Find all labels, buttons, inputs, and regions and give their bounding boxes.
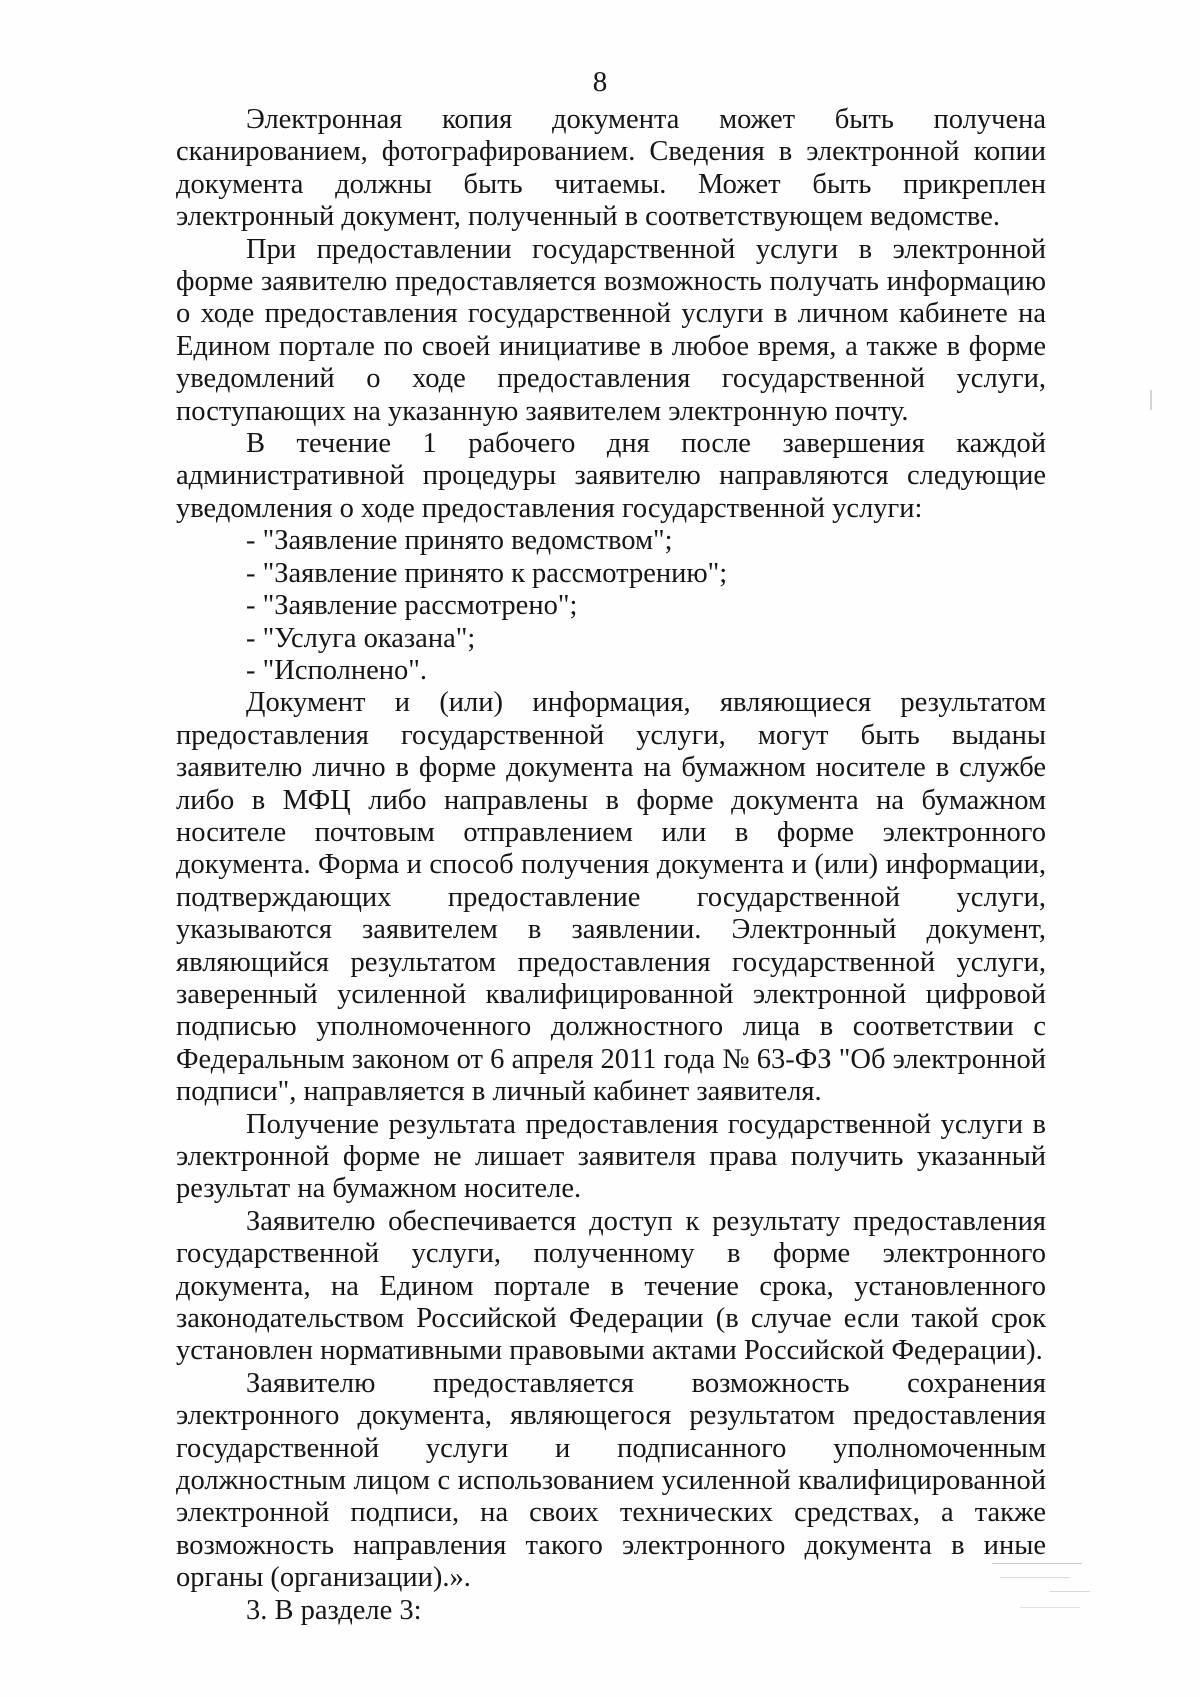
paragraph-result-delivery: Документ и (или) информация, являющиеся результатом предоставления государственной услуги, могут быть выданы заявителю лично в форме документа на бумажном носителе в службе либо в МФЦ либо направлены в форме документа на бумажном носителе почтовым отправлением или в форме электронного документа. Форма и способ получения документа и (или) информации, подтверждающих предоставление государственной услуги, указываются заявителем в заявлении. Электронный документ, являющийся результатом предоставления государственной услуги, заверенный усиленной квалифицированной электронной цифровой подписью уполномоченного должностного лица в соответствии с Федеральным законом от 6 апреля 2011 года № 63-ФЗ "Об электронной подписи", направляется в личный кабинет заявителя. xyxy=(176,687,1046,1108)
paragraph-portal-access: Заявителю обеспечивается доступ к результату предоставления государственной услуги, полученному в форме электронного документа, на Едином портале в течение срока, установленного законодательством Российской Федерации (в случае если такой срок установлен нормативными правовыми актами Российской Федерации). xyxy=(176,1205,1046,1367)
scan-artifact xyxy=(990,1555,1100,1615)
list-item: - "Заявление принято к рассмотрению"; xyxy=(246,557,728,589)
paragraph-notifications-intro: В течение 1 рабочего дня после завершения каждой административной процедуры заявителю направляются следующие уведомления о ходе предоставления государственной услуги: xyxy=(176,428,1046,524)
paragraph-electronic-copy: Электронная копия документа может быть получена сканированием, фотографированием. Сведения в электронной копии документа должны быть читаемы. Может быть прикреплен электронный документ, полученный в соответствующем ведомстве. xyxy=(176,104,1046,233)
paragraph-save-document: Заявителю предоставляется возможность сохранения электронного документа, являющегося результатом предоставления государственной услуги и подписанного уполномоченным должностным лицом с использованием усиленной квалифицированной электронной подписи, на своих технических средствах, а также возможность направления такого электронного документа в иные органы (организации).». xyxy=(176,1367,1046,1594)
list-item: - "Заявление принято ведомством"; xyxy=(246,525,673,557)
paragraph-status-info: При предоставлении государственной услуги в электронной форме заявителю предоставляется возможность получать информацию о ходе предоставления государственной услуги в личном кабинете на Едином портале по своей инициативе в любое время, а также в форме уведомлений о ходе предоставления государственной услуги, поступающих на указанную заявителем электронную почту. xyxy=(176,233,1046,427)
section-3-heading: 3. В разделе 3: xyxy=(246,1594,422,1626)
page-number: 8 xyxy=(592,66,608,98)
list-item: - "Услуга оказана"; xyxy=(246,622,476,654)
document-body xyxy=(176,104,1046,1627)
notifications-list xyxy=(176,525,1046,687)
list-item: - "Заявление рассмотрено"; xyxy=(246,590,578,622)
scan-mark xyxy=(1150,390,1152,410)
list-item: - "Исполнено". xyxy=(246,654,427,686)
paragraph-paper-result: Получение результата предоставления государственной услуги в электронной форме не лишает заявителя права получить указанный результат на бумажном носителе. xyxy=(176,1108,1046,1205)
